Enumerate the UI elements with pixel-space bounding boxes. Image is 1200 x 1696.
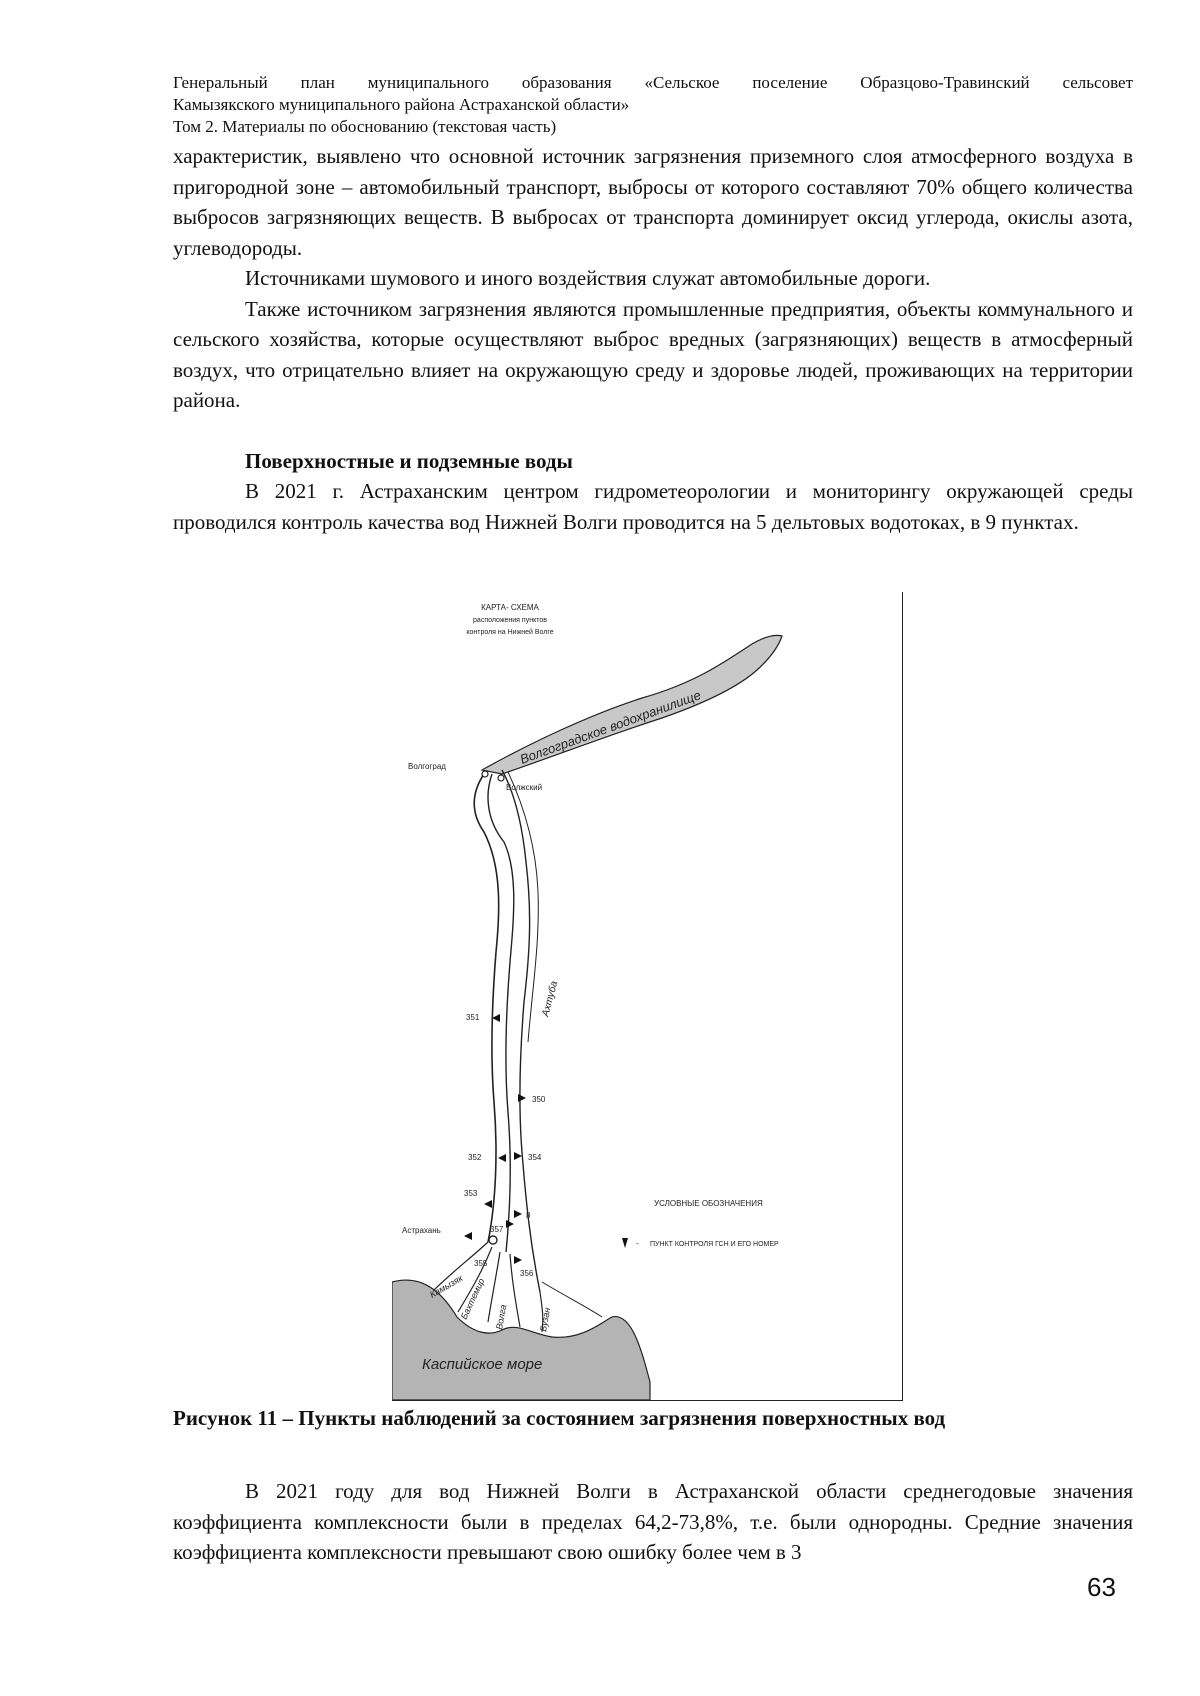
volgograd-label: Волгоград [408, 762, 446, 771]
page-number: 63 [1087, 1572, 1116, 1602]
paragraph-noise: Источниками шумового и иного воздействия служат автомобильные дороги. [245, 266, 931, 290]
map-title-line-1: КАРТА- СХЕМА [481, 603, 539, 612]
astrakhan-label: Астрахань [402, 1226, 441, 1235]
volgograd-marker [482, 771, 488, 777]
paragraph-complexity: В 2021 году для вод Нижней Волги в Астраханской области среднегодовые значения коэффициента комплексности были в пределах 64,2-73,8%, т.е. были однородны. Средние значения коэффициента комплексности превышают свою ошибку более чем в 3 [173, 1479, 1133, 1564]
sea-label: Каспийское море [422, 1356, 543, 1373]
svg-text:356: 356 [520, 1269, 534, 1278]
body-text-bottom [173, 1476, 1133, 1568]
svg-text:8: 8 [526, 1211, 531, 1220]
volzhsky-marker [498, 775, 504, 781]
svg-text:354: 354 [528, 1153, 542, 1162]
header-line-1: Генеральный план муниципального образования «Сельское поселение Образцово-Травинский сельсовет [173, 73, 1133, 92]
caspian-sea-shape [392, 1280, 650, 1400]
svg-text:350: 350 [532, 1095, 546, 1104]
volzhsky-label: Волжский [506, 783, 543, 792]
legend-item-label: ПУНКТ КОНТРОЛЯ ГСН И ЕГО НОМЕР [650, 1241, 779, 1248]
control-point-354 [514, 1152, 542, 1162]
control-point-353 [464, 1189, 492, 1208]
akhtuba-label: Ахтуба [540, 979, 561, 1018]
buzan-label: Бузан [538, 1306, 553, 1333]
svg-text:351: 351 [466, 1013, 480, 1022]
map-title-line-2: расположения пунктов [473, 617, 547, 624]
header-line-3: Том 2. Материалы по обоснованию (текстовая часть) [173, 117, 557, 136]
control-point-357 [490, 1220, 514, 1234]
control-point-352 [468, 1153, 506, 1162]
paragraph-emissions: характеристик, выявлено что основной источник загрязнения приземного слоя атмосферного воздуха в пригородной зоне – автомобильный транспорт, выбросы от которого составляют 70% общего количества выбросов загрязняющих веществ. В выбросах от транспорта доминирует оксид углерода, окислы азота, углеводороды. [173, 144, 1133, 260]
paragraph-monitoring: В 2021 г. Астраханским центром гидрометеорологии и мониторингу окружающей среды проводился контроль качества вод Нижней Волги проводится на 5 дельтовых водотоках, в 9 пунктах. [173, 479, 1133, 534]
body-text-top [173, 141, 1133, 537]
svg-text:355: 355 [474, 1259, 488, 1268]
bakhtemir-label: Бахтемир [458, 1276, 487, 1321]
control-point-350 [518, 1094, 546, 1104]
volga-channel-west [474, 774, 498, 1242]
svg-text:357: 357 [490, 1225, 504, 1234]
kamyzyak-label: Камызяк [428, 1272, 465, 1300]
header-line-2: Камызякского муниципального района Астраханской области» [173, 95, 630, 114]
section-heading: Поверхностные и подземные воды [245, 448, 573, 473]
map-figure [392, 592, 903, 1401]
control-point-356 [514, 1256, 534, 1278]
delta-branch-4 [510, 1254, 520, 1327]
legend-dash: - [636, 1239, 639, 1248]
control-point-351 [466, 1013, 500, 1022]
document-header [173, 72, 1133, 138]
volga-label: Волга [494, 1303, 509, 1331]
legend-title: УСЛОВНЫЕ ОБОЗНАЧЕНИЯ [654, 1199, 763, 1208]
paragraph-industry: Также источником загрязнения являются промышленные предприятия, объекты коммунального и сельского хозяйства, которые осуществляют выброс вредных (загрязняющих) веществ в атмосферный воздух, что отрицательно влияет на окружающую среду и здоровье людей, проживающих на территории района. [173, 296, 1133, 412]
akhtuba-branch [508, 772, 538, 1042]
astrakhan-marker [489, 1236, 497, 1244]
control-point-355 [464, 1232, 488, 1268]
svg-text:353: 353 [464, 1189, 478, 1198]
figure-caption: Рисунок 11 – Пункты наблюдений за состоянием загрязнения поверхностных вод [173, 1406, 946, 1430]
control-point-8 [514, 1210, 531, 1220]
reservoir-label: Волгоградское водохранилище [517, 687, 703, 767]
map-svg [392, 592, 902, 1400]
legend-control-point-icon [622, 1238, 628, 1248]
map-title-line-3: контроля на Нижней Волге [466, 629, 554, 636]
svg-text:352: 352 [468, 1153, 482, 1162]
